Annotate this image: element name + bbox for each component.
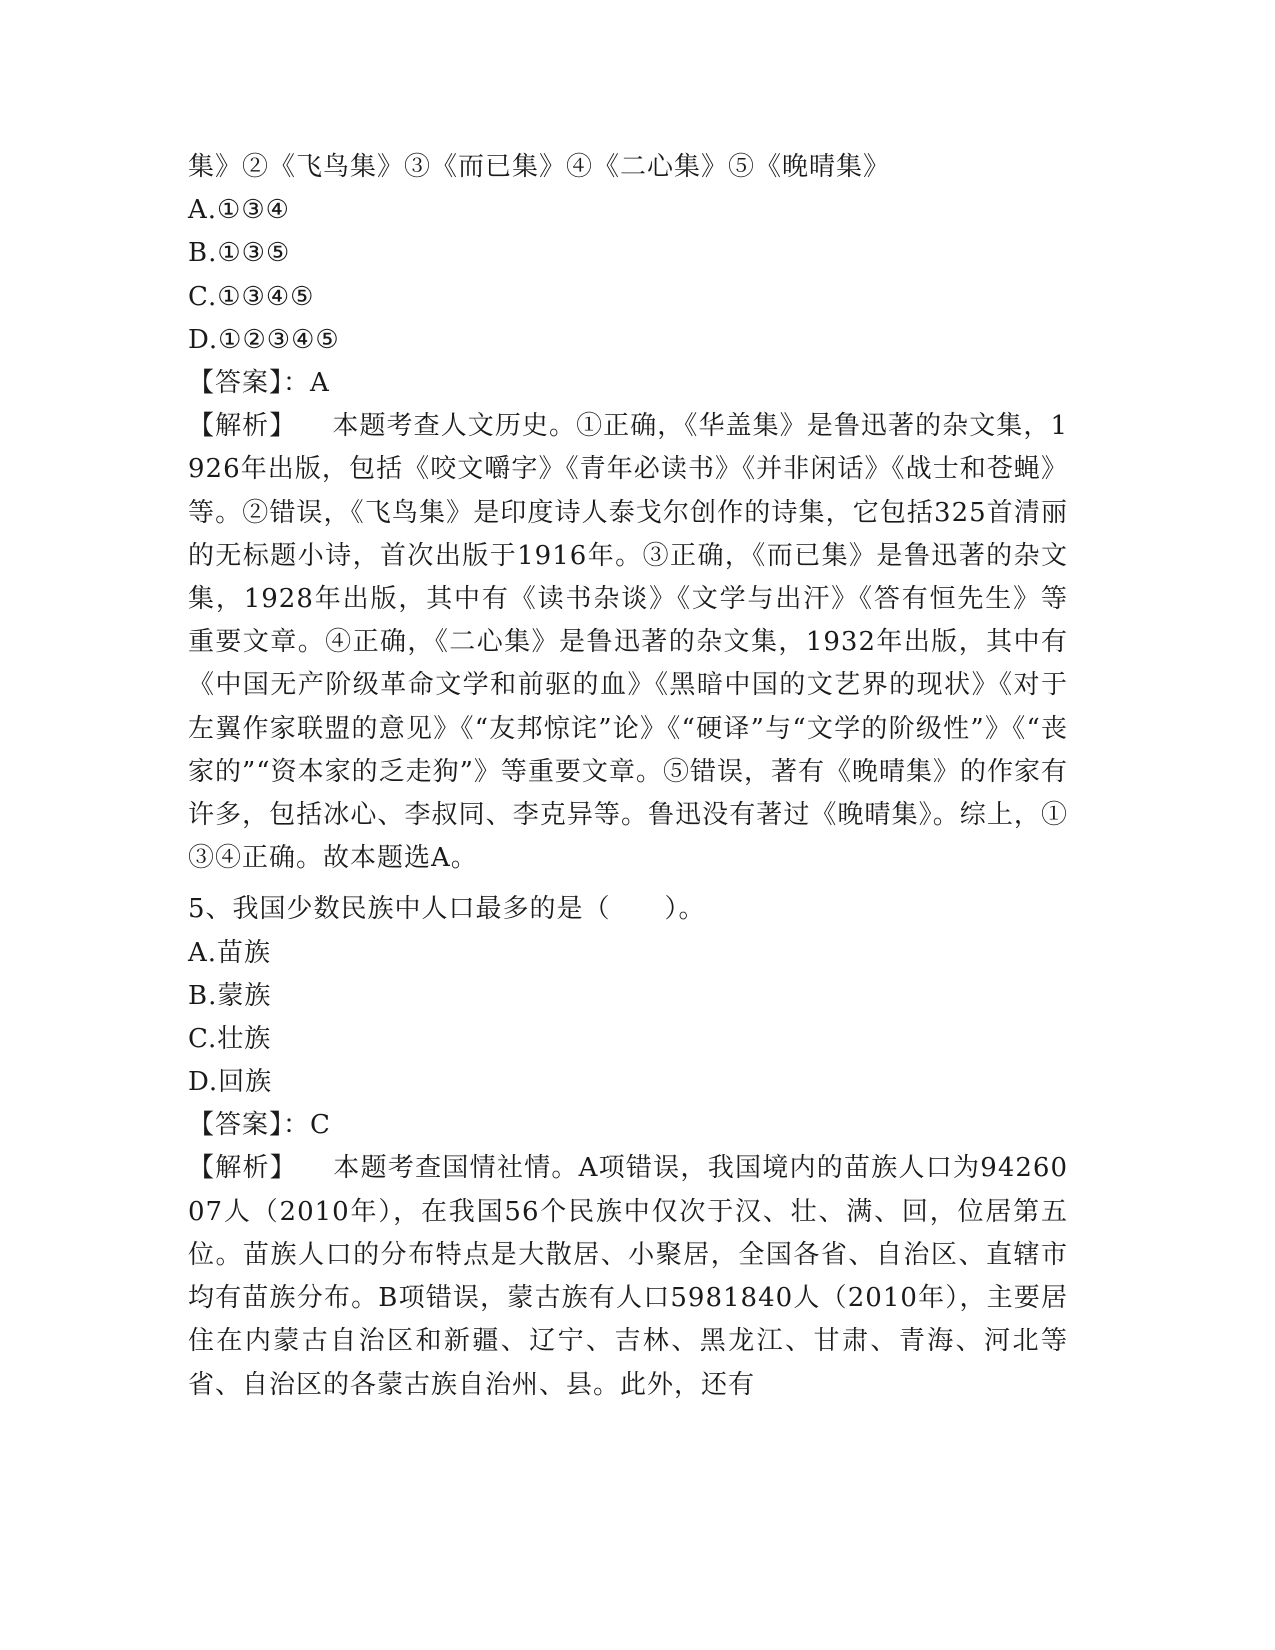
question-5-answer: 【答案】：C (188, 1110, 331, 1141)
question-5-analysis-text: 本题考查国情社情。A项错误，我国境内的苗族人口为9426007人（2010年），在我国56个民族中仅次于汉、壮、满、回，位居第五位。苗族人口的分布特点是大散居、小聚居，全国各省、自治区、直辖市均有苗族分布。B项错误，蒙古族有人口5981840人（2010年），主要居住在内蒙古自治区和新疆、辽宁、吉林、黑龙江、甘肃、青海、河北等省、自治区的各蒙古族自治州、县。此外，还有 (188, 1153, 1068, 1400)
question-5-stem: 5、我国少数民族中人口最多的是（ ）。 (188, 894, 706, 925)
question-5-option-d: D.回族 (188, 1067, 273, 1098)
question-4-answer: 【答案】：A (188, 367, 330, 398)
question-4-analysis-text: 本题考查人文历史。①正确，《华盖集》是鲁迅著的杂文集，1926年出版，包括《咬文嚼字》《青年必读书》《并非闲话》《战士和苍蝇》等。②错误，《飞鸟集》是印度诗人泰戈尔创作的诗集，它包括325首清丽的无标题小诗，首次出版于1916年。③正确，《而已集》是鲁迅著的杂文集，1928年出版，其中有《读书杂谈》《文学与出汗》《答有恒先生》等重要文章。④正确，《二心集》是鲁迅著的杂文集，1932年出版，其中有《中国无产阶级革命文学和前驱的血》《黑暗中国的文艺界的现状》《对于左翼作家联盟的意见》《“友邦惊诧”论》《“硬译”与“文学的阶级性”》《“丧家的”“资本家的乏走狗”》等重要文章。⑤错误，著有《晚晴集》的作家有许多，包括冰心、李叔同、李克异等。鲁迅没有著过《晚晴集》。综上，①③④正确。故本题选A。 (188, 411, 1068, 874)
question-4-option-a: A.①③④ (188, 195, 290, 226)
question-4-option-d: D.①②③④⑤ (188, 324, 340, 355)
question-5-option-a: A.苗族 (188, 937, 272, 968)
question-4-analysis (188, 405, 1068, 880)
page-content (188, 146, 1068, 1407)
question-5-option-c: C.壮族 (188, 1023, 272, 1054)
question-5-analysis-label: 【解析】 (188, 1153, 298, 1184)
question-5-analysis (188, 1147, 1068, 1406)
question-4-option-c: C.①③④⑤ (188, 281, 315, 312)
question-4-analysis-label: 【解析】 (188, 411, 297, 442)
question-4-option-b: B.①③⑤ (188, 238, 291, 269)
question-5-option-b: B.蒙族 (188, 980, 272, 1011)
question-4-stem-tail: 集》②《飞鸟集》③《而已集》④《二心集》⑤《晚晴集》 (188, 152, 891, 182)
